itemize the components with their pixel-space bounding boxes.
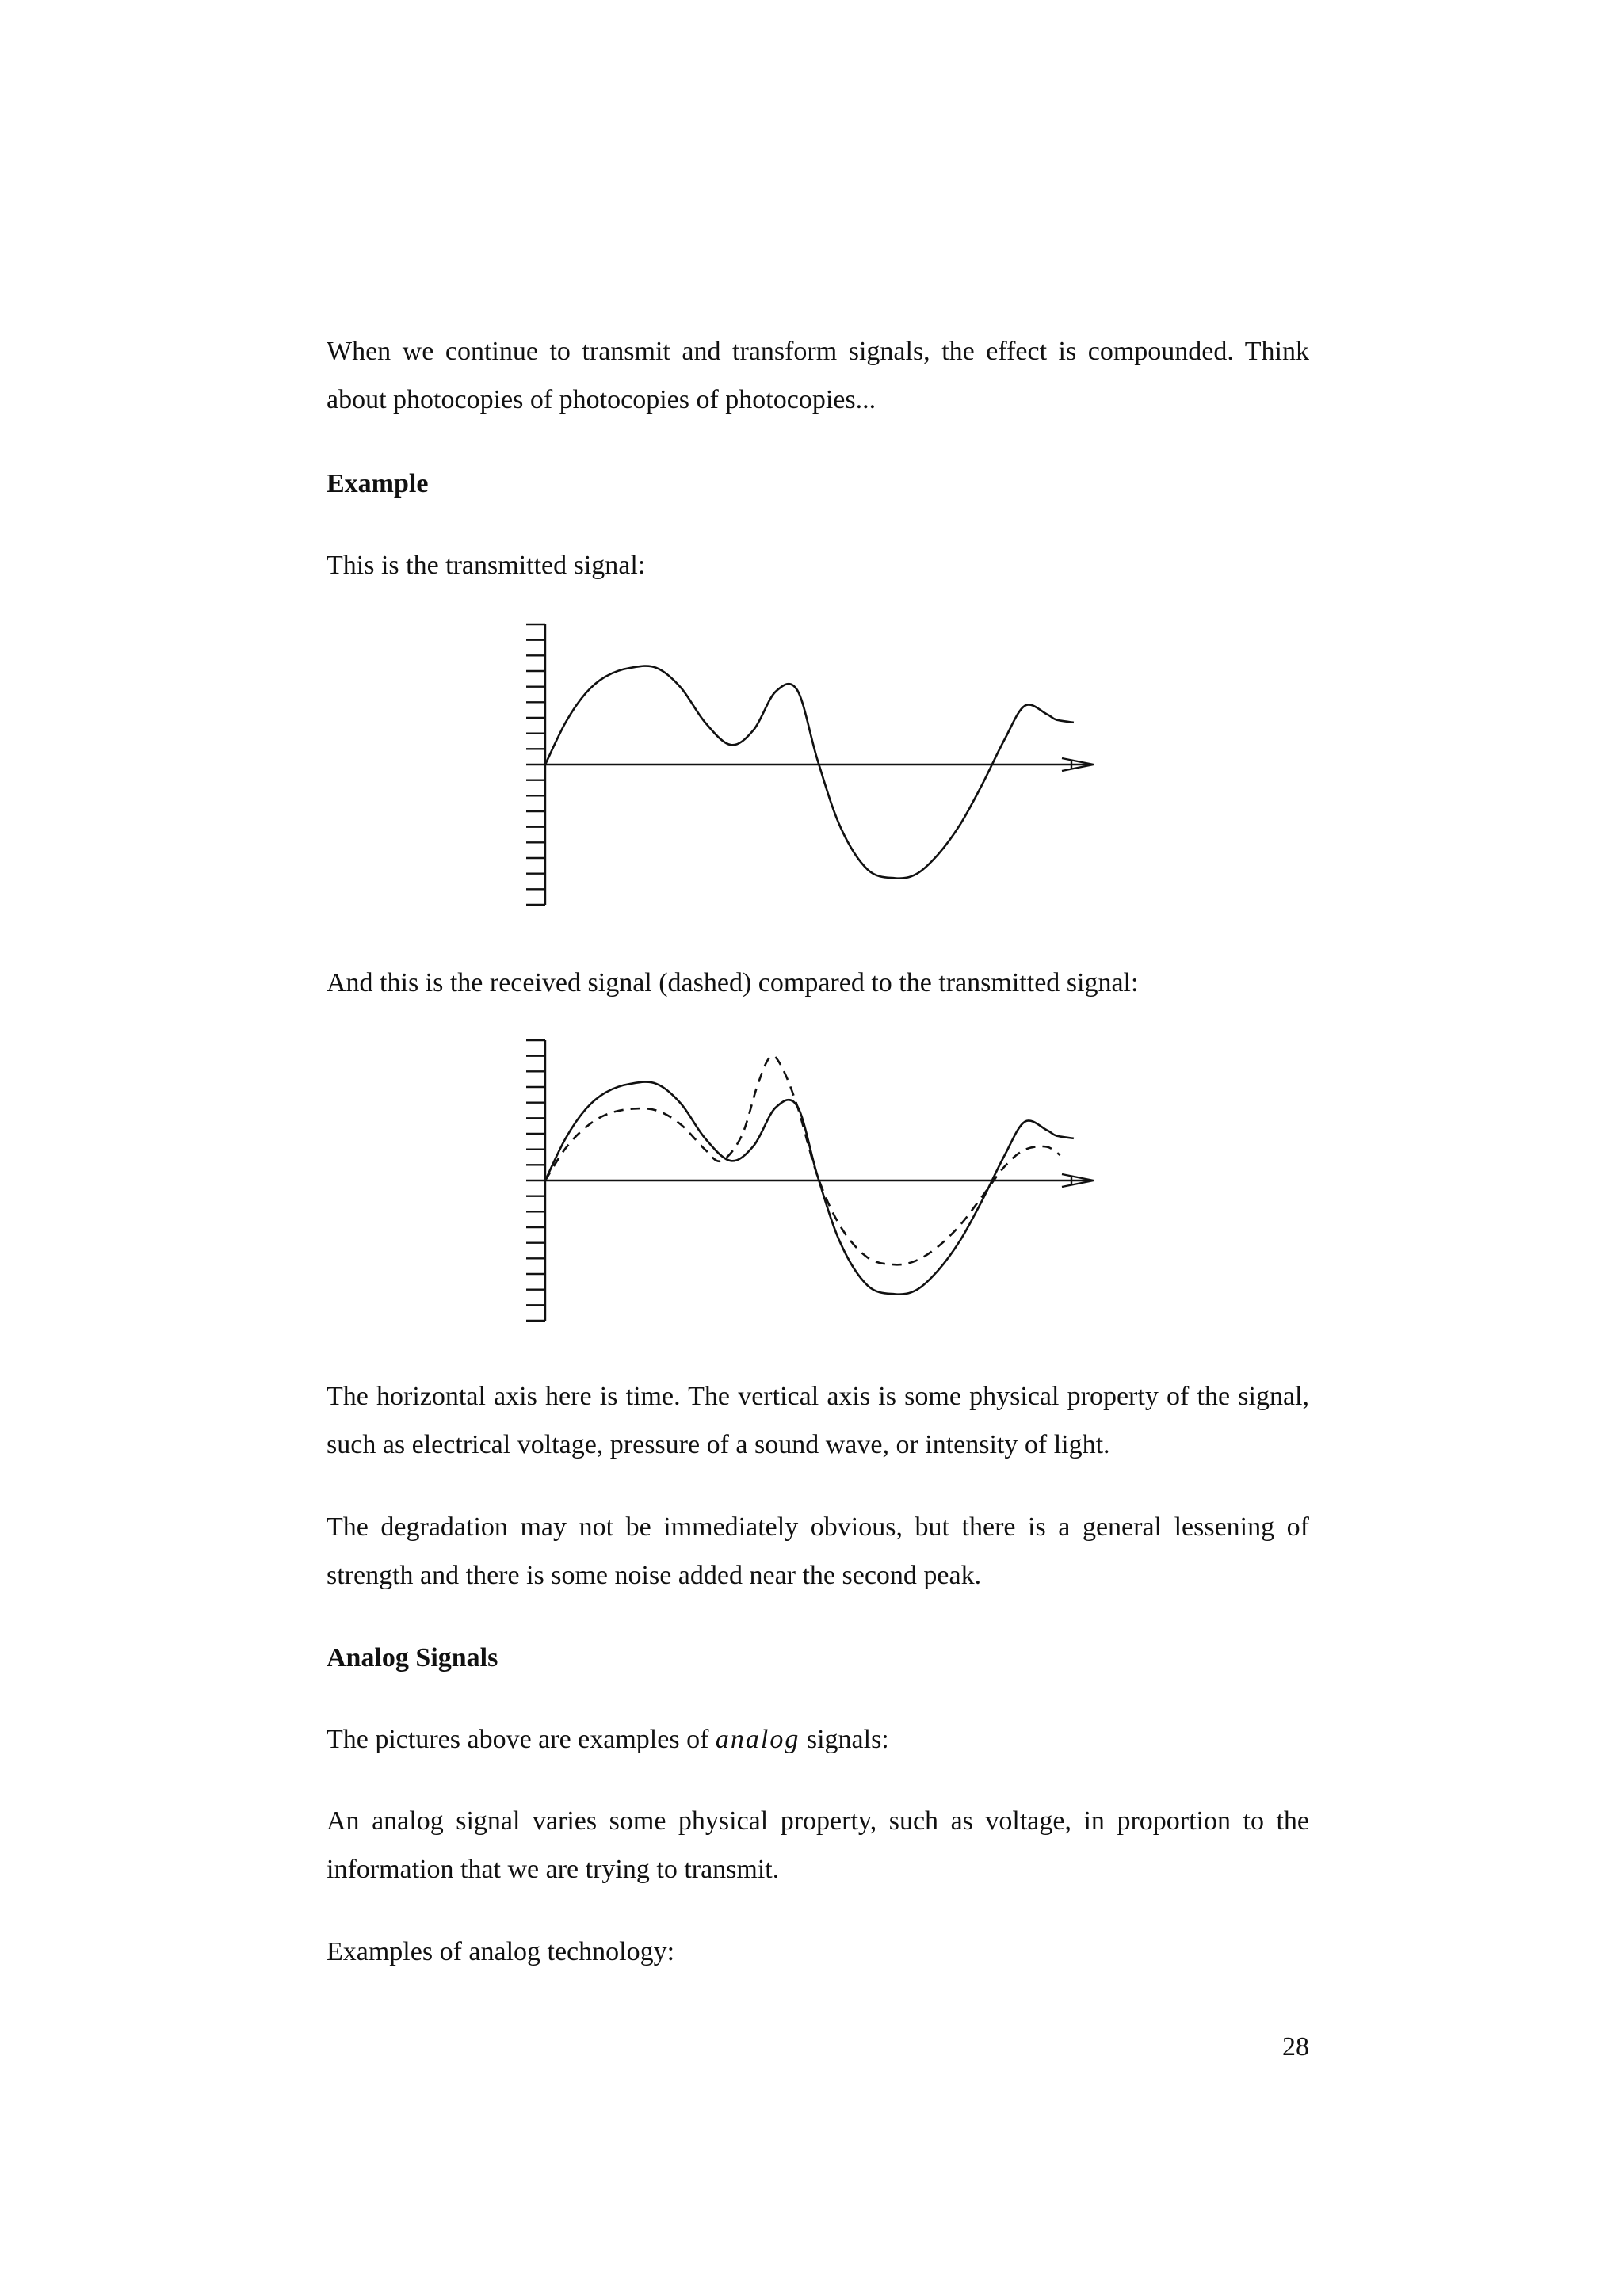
paragraph-transmitted-caption: This is the transmitted signal: bbox=[327, 551, 646, 580]
transmitted-signal-line bbox=[545, 1082, 1074, 1295]
received-signal-line bbox=[545, 1056, 1060, 1264]
analog-emphasis: analog bbox=[715, 1725, 800, 1754]
paragraph-analog-definition: An analog signal varies some physical property, such as voltage, in proportion to the information that we are trying to transmit. bbox=[327, 1806, 1309, 1884]
paragraph-intro: When we continue to transmit and transform signals, the effect is compounded. Think about photocopies of photocopies of photocopies... bbox=[327, 337, 1309, 414]
received-vs-transmitted-chart bbox=[507, 1034, 1109, 1335]
analog-intro-tail: signals: bbox=[800, 1725, 889, 1754]
heading-analog-signals: Analog Signals bbox=[327, 1643, 498, 1672]
paragraph-degradation: The degradation may not be immediately obvious, but there is a general lessening of strength and there is some noise added near the second peak. bbox=[327, 1512, 1309, 1590]
paragraph-analog-intro bbox=[327, 1715, 1309, 1764]
paragraph-analog-examples: Examples of analog technology: bbox=[327, 1937, 675, 1966]
analog-intro-text: The pictures above are examples of bbox=[327, 1725, 716, 1754]
heading-example: Example bbox=[327, 469, 429, 498]
paragraph-received-caption: And this is the received signal (dashed) compared to the transmitted signal: bbox=[327, 968, 1139, 997]
transmitted-signal-line bbox=[545, 666, 1074, 879]
page-number: 28 bbox=[1282, 2032, 1309, 2061]
paragraph-axes-explanation: The horizontal axis here is time. The vertical axis is some physical property of the signal, such as electrical voltage, pressure of a sound wave, or intensity of light. bbox=[327, 1382, 1309, 1459]
transmitted-signal-chart bbox=[507, 618, 1109, 919]
